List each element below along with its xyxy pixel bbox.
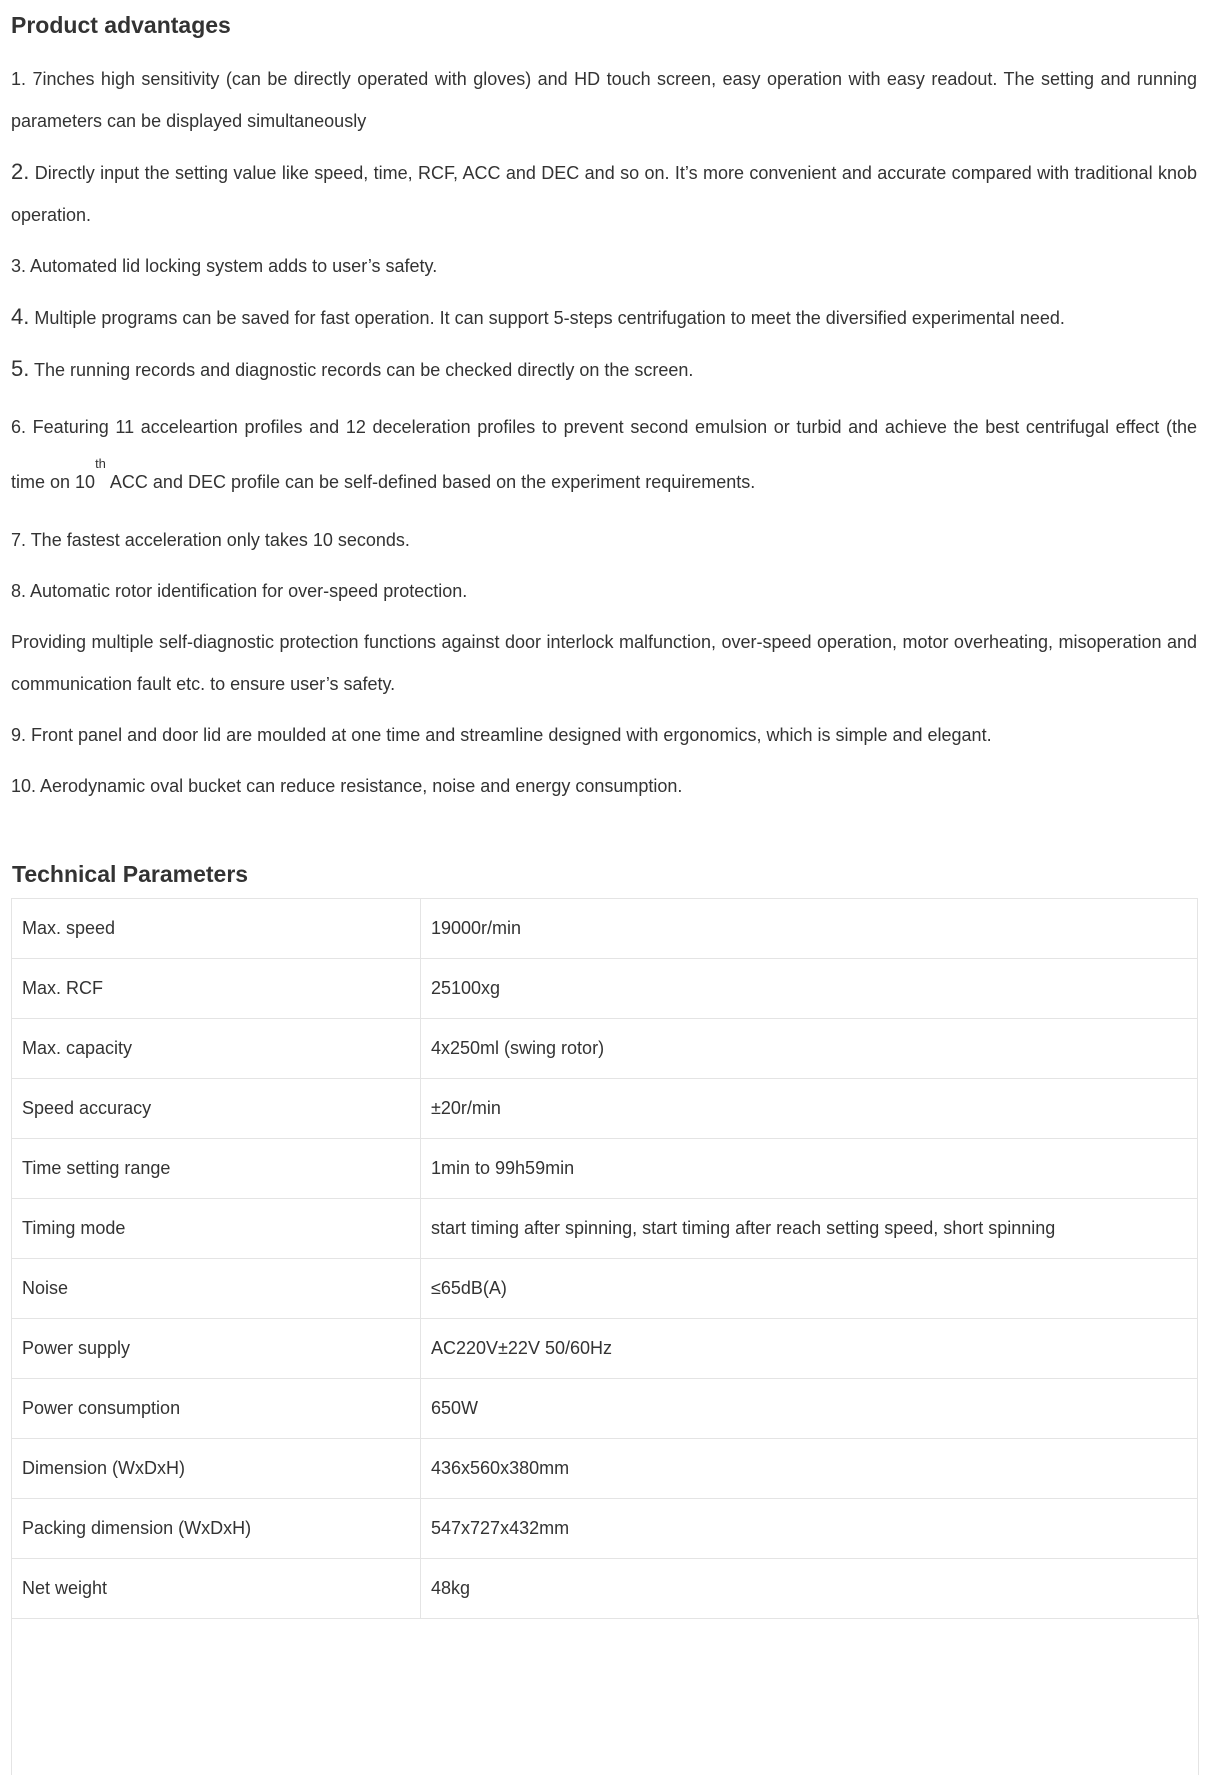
advantage-text: Multiple programs can be saved for fast operation. It can support 5-steps centrifugation to meet the diversified experimental need.	[29, 308, 1065, 328]
advantage-text: Aerodynamic oval bucket can reduce resistance, noise and energy consumption.	[36, 776, 683, 796]
advantage-text-continued: ACC and DEC profile can be self-defined based on the experiment requirements.	[105, 472, 756, 492]
advantage-number: 5.	[11, 356, 30, 381]
advantage-item-4	[11, 296, 1197, 339]
advantages-list	[11, 58, 1197, 816]
param-label: Power supply	[12, 1319, 421, 1379]
param-value: 4x250ml (swing rotor)	[421, 1019, 1198, 1079]
table-row	[12, 1379, 1198, 1439]
advantage-number: 1.	[11, 69, 27, 89]
table-row	[12, 959, 1198, 1019]
advantage-text: Providing multiple self-diagnostic protection functions against door interlock malfunction, over-speed operation, motor overheating, misoperation and communication fault etc. to ensure user’s safety.	[11, 632, 1197, 694]
advantage-item-9	[11, 714, 1197, 756]
param-label: Net weight	[12, 1559, 421, 1619]
advantage-number: 7.	[11, 530, 27, 550]
table-row	[12, 1139, 1198, 1199]
table-row	[12, 1499, 1198, 1559]
advantage-number: 4.	[11, 304, 30, 329]
param-value: ±20r/min	[421, 1079, 1198, 1139]
technical-parameters-heading: Technical Parameters	[12, 861, 249, 887]
advantage-text: 7inches high sensitivity (can be directly operated with gloves) and HD touch screen, easy operation with easy readout. The setting and running parameters can be displayed simultaneously	[11, 69, 1197, 131]
param-label: Packing dimension (WxDxH)	[12, 1499, 421, 1559]
advantage-number: 6.	[11, 417, 27, 437]
table-row	[12, 1079, 1198, 1139]
advantage-number: 3.	[11, 256, 27, 276]
param-label: Speed accuracy	[12, 1079, 421, 1139]
table-row	[12, 1259, 1198, 1319]
param-value: 19000r/min	[421, 899, 1198, 959]
empty-content-frame	[11, 1615, 1199, 1775]
param-value: ≤65dB(A)	[421, 1259, 1198, 1319]
advantage-text: The running records and diagnostic records can be checked directly on the screen.	[29, 360, 694, 380]
advantage-item-7	[11, 519, 1197, 561]
advantage-item-10	[11, 765, 1197, 807]
technical-parameters-table	[11, 898, 1198, 1619]
advantage-item-3	[11, 245, 1197, 287]
product-advantages-heading: Product advantages	[11, 12, 231, 38]
table-row	[12, 1439, 1198, 1499]
advantage-item-5	[11, 348, 1197, 391]
advantage-text: Automatic rotor identification for over-speed protection.	[26, 581, 468, 601]
advantage-number: 9.	[11, 725, 27, 745]
param-label: Max. speed	[12, 899, 421, 959]
advantage-item-protection	[11, 621, 1197, 705]
ordinal-superscript: th	[95, 456, 106, 471]
advantage-item-8	[11, 570, 1197, 612]
param-value: 650W	[421, 1379, 1198, 1439]
advantage-item-1	[11, 58, 1197, 142]
advantage-number: 8.	[11, 581, 27, 601]
param-label: Max. capacity	[12, 1019, 421, 1079]
table-row	[12, 899, 1198, 959]
advantage-number: 10.	[11, 776, 37, 796]
param-label: Time setting range	[12, 1139, 421, 1199]
advantage-number: 2.	[11, 159, 30, 184]
param-value: start timing after spinning, start timing after reach setting speed, short spinning	[421, 1199, 1198, 1259]
param-value: 48kg	[421, 1559, 1198, 1619]
param-label: Dimension (WxDxH)	[12, 1439, 421, 1499]
table-row	[12, 1319, 1198, 1379]
param-value: 25100xg	[421, 959, 1198, 1019]
param-label: Max. RCF	[12, 959, 421, 1019]
table-row	[12, 1199, 1198, 1259]
param-label: Timing mode	[12, 1199, 421, 1259]
param-value: 436x560x380mm	[421, 1439, 1198, 1499]
advantage-text: Directly input the setting value like speed, time, RCF, ACC and DEC and so on. It’s more convenient and accurate compared with traditional knob operation.	[11, 163, 1197, 225]
table-row	[12, 1019, 1198, 1079]
advantage-item-6	[11, 400, 1197, 510]
advantage-text: Automated lid locking system adds to user’s safety.	[26, 256, 438, 276]
param-value: 547x727x432mm	[421, 1499, 1198, 1559]
param-label: Power consumption	[12, 1379, 421, 1439]
advantage-item-2	[11, 151, 1197, 236]
table-row	[12, 1559, 1198, 1619]
advantage-text: Front panel and door lid are moulded at one time and streamline designed with ergonomics, which is simple and elegant.	[26, 725, 992, 745]
advantage-text: The fastest acceleration only takes 10 seconds.	[26, 530, 410, 550]
param-value: AC220V±22V 50/60Hz	[421, 1319, 1198, 1379]
advantage-text: Featuring 11 acceleartion profiles and 12 deceleration profiles to prevent second emulsion or turbid and achieve the best centrifugal effect (the time on 10	[11, 417, 1197, 492]
param-label: Noise	[12, 1259, 421, 1319]
param-value: 1min to 99h59min	[421, 1139, 1198, 1199]
